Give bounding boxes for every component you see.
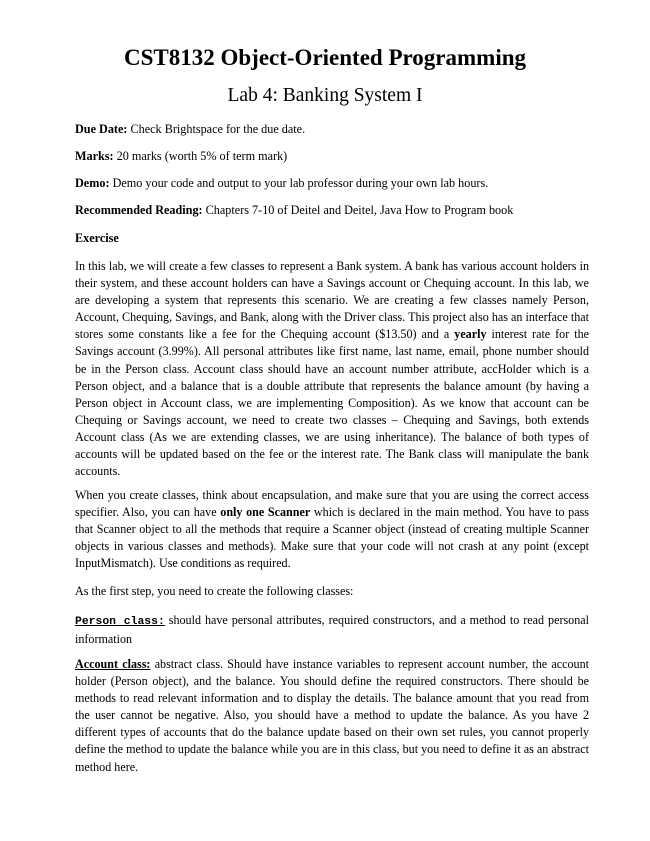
encapsulation-bold: only one Scanner	[220, 505, 311, 520]
marks-line	[75, 148, 595, 164]
encapsulation-paragraph	[75, 487, 589, 572]
account-class-label: Account class:	[75, 657, 151, 671]
due-date-label: Due Date:	[75, 122, 128, 136]
document-title: CST8132 Object-Oriented Programming	[123, 45, 527, 70]
reading-line	[75, 202, 595, 218]
encapsulation-text-b: which is declared in the main method. You have to pass that Scanner object to all the methods that require a Scanner object (instead of creating multiple Scanner objects in various classes and methods). Make sure that your code will not crash at any point (except InputMismatch). Use conditions as required.	[75, 505, 590, 571]
person-class-label: Person class:	[75, 616, 165, 628]
intro-text-a: In this lab, we will create a few classes to represent a Bank system. A bank has various account holders in their system, and these account holders can have a Savings account or Chequing account. In this lab, we are developing a system that represents this scenario. We are creating a few classes namely Person, Account, Chequing, Savings, and Bank, along with the Driver class. This project also has an interface that stores some constants like a fee for the Chequing account ($13.50) and a	[75, 259, 589, 342]
intro-text-b: interest rate for the Savings account (3.99%). All personal attributes like first name, last name, email, phone number should be in the Person class. Account class should have an account number attribute, accHolder which is a Person object, and a balance that is a double attribute that represents the balance amount (by having a Person object in Account class, we are implementing Composition). As we know that account can be Chequing or Savings account, we need to create two classes – Chequing and Savings, both extends Account class (As we are extending classes, we are using inheritance). The balance of both types of accounts will be updated based on the fee or the interest rate. The Bank class will manipulate the bank accounts.	[75, 327, 589, 479]
account-class-paragraph	[75, 656, 589, 776]
marks-text: 20 marks (worth 5% of term mark)	[113, 149, 288, 163]
intro-paragraph	[75, 258, 589, 480]
demo-label: Demo:	[75, 176, 110, 190]
lab-subtitle: Lab 4: Banking System I	[227, 85, 423, 106]
demo-text: Demo your code and output to your lab professor during your own lab hours.	[109, 176, 489, 190]
reading-label: Recommended Reading:	[75, 203, 203, 217]
due-date-text: Check Brightspace for the due date.	[127, 122, 306, 136]
due-date-line	[75, 121, 595, 137]
marks-label: Marks:	[75, 149, 114, 163]
person-class-text: should have personal attributes, required constructors, and a method to read personal information	[75, 613, 589, 647]
person-class-paragraph	[75, 612, 589, 648]
account-class-text: abstract class. Should have instance variables to represent account number, the account holder (Person object), and the balance. You should define the required constructors. There should be methods to read relevant information and to display the details. The balance amount that you read from the user cannot be negative. Also, you should have a method to update the balance. As you have 2 different types of accounts that do the balance update based on their own set rules, you cannot properly define the method to update the balance while you are in this class, but you need to define it as an abstract method here.	[75, 657, 590, 774]
intro-bold-yearly: yearly	[454, 327, 487, 342]
reading-text: Chapters 7-10 of Deitel and Deitel, Java How to Program book	[202, 203, 514, 217]
exercise-heading: Exercise	[75, 231, 119, 245]
encapsulation-text-a: When you create classes, think about encapsulation, and make sure that you are using the correct access specifier. Also, you can have	[75, 488, 589, 520]
first-step-paragraph: As the first step, you need to create the following classes:	[75, 584, 354, 598]
demo-line	[75, 175, 595, 191]
